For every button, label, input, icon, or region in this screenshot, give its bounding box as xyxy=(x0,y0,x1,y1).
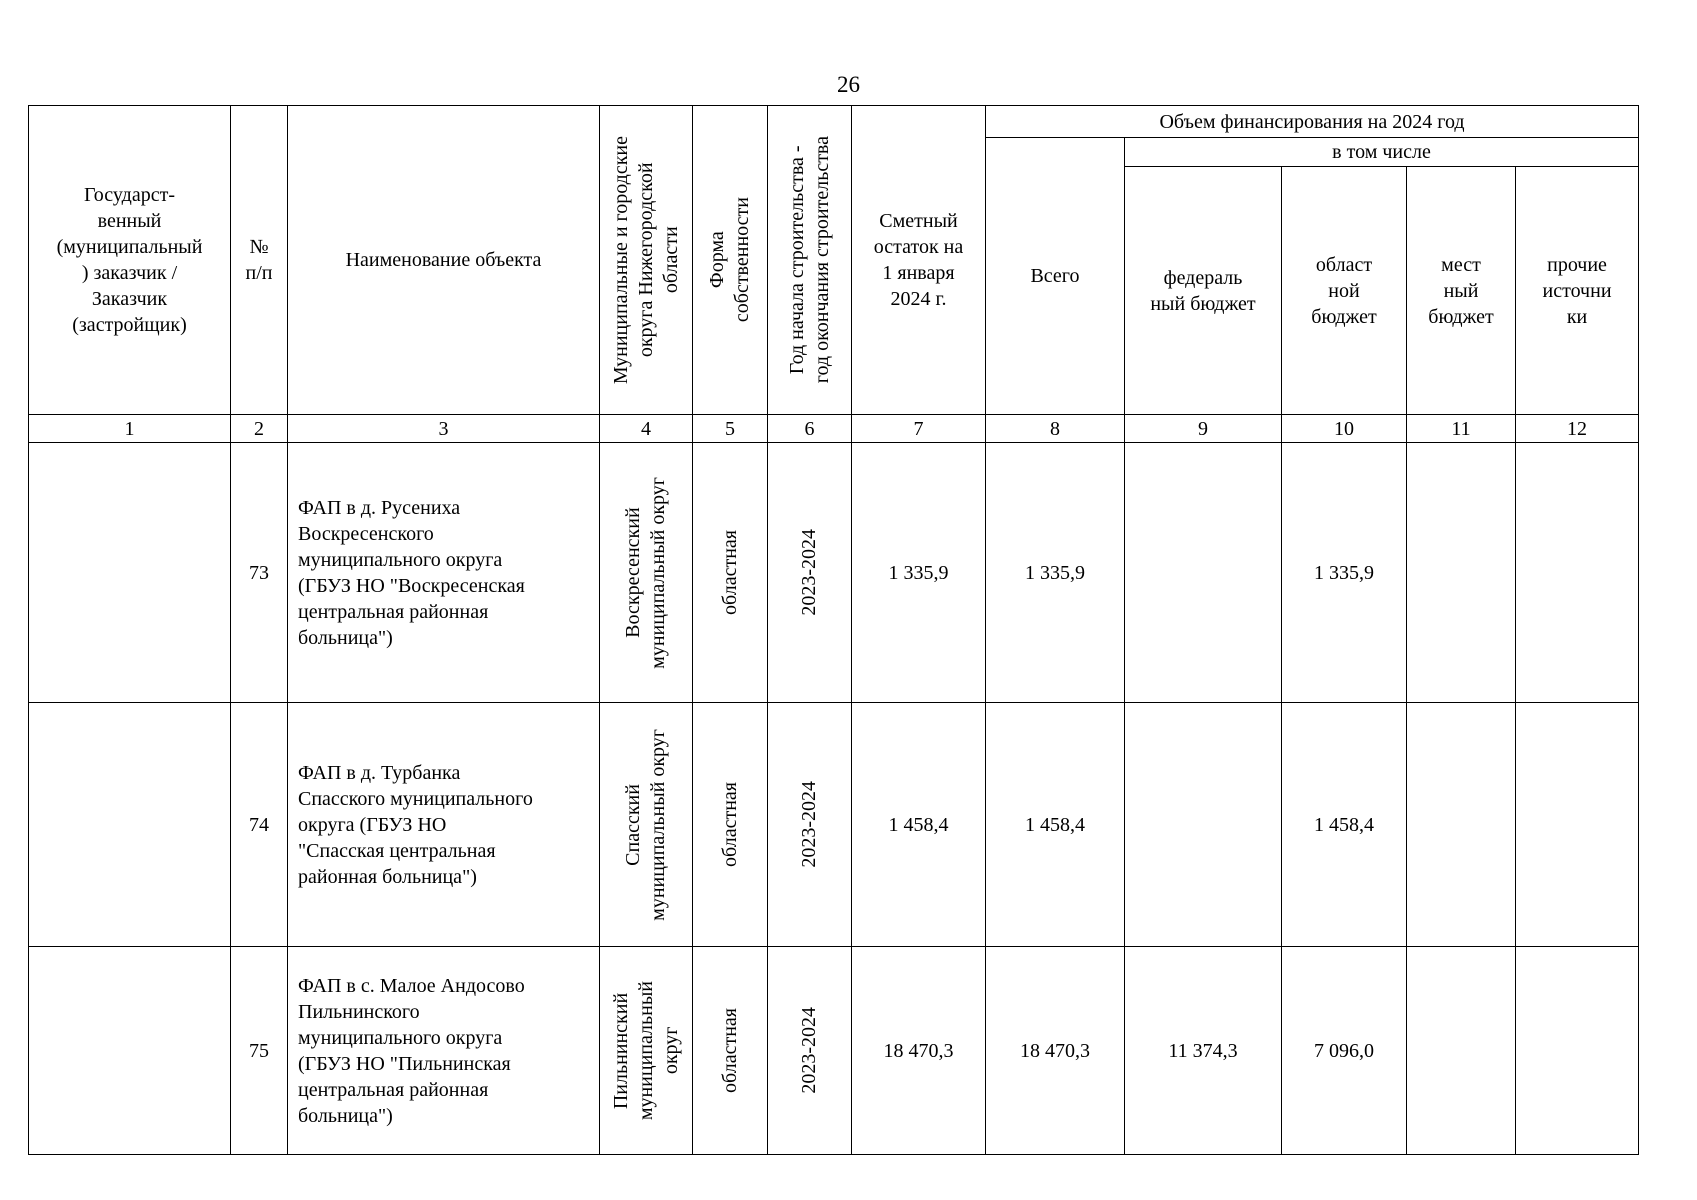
column-number: 4 xyxy=(600,415,693,443)
cell-municipality-cell xyxy=(600,443,693,703)
column-number: 10 xyxy=(1282,415,1407,443)
cell-ownership-cell xyxy=(693,703,768,947)
cell-years: 2023-2024 xyxy=(798,1007,820,1094)
cell-number: 74 xyxy=(231,703,288,947)
column-number: 11 xyxy=(1407,415,1516,443)
cell-estimate: 1 458,4 xyxy=(852,703,986,947)
cell-number: 75 xyxy=(231,947,288,1155)
header-total: Всего xyxy=(986,138,1125,415)
cell-customer xyxy=(29,443,231,703)
table-row xyxy=(29,947,1639,1155)
cell-object-name: ФАП в д. Турбанка Спасского муниципального округа (ГБУЗ НО "Спасская центральная районная больница") xyxy=(288,703,600,947)
column-number: 5 xyxy=(693,415,768,443)
header-ownership: Форма собственности xyxy=(706,197,753,323)
cell-ownership-cell xyxy=(693,443,768,703)
header-number: № п/п xyxy=(231,106,288,415)
cell-municipality: Пильнинский муниципальный округ xyxy=(609,980,682,1121)
cell-customer xyxy=(29,947,231,1155)
table-row xyxy=(29,443,1639,703)
cell-ownership: областная xyxy=(718,530,741,615)
header-including: в том числе xyxy=(1125,138,1639,167)
header-federal: федераль ный бюджет xyxy=(1125,167,1282,415)
column-number: 1 xyxy=(29,415,231,443)
cell-ownership: областная xyxy=(718,782,741,867)
cell-years: 2023-2024 xyxy=(798,781,820,868)
cell-municipality-cell xyxy=(600,703,693,947)
cell-estimate: 1 335,9 xyxy=(852,443,986,703)
column-number: 2 xyxy=(231,415,288,443)
cell-object-name: ФАП в с. Малое Андосово Пильнинского муниципального округа (ГБУЗ НО "Пильнинская центральная районная больница") xyxy=(288,947,600,1155)
cell-municipality-cell xyxy=(600,947,693,1155)
cell-municipality: Спасский муниципальный округ xyxy=(622,728,669,921)
cell-regional: 1 335,9 xyxy=(1282,443,1407,703)
column-number: 8 xyxy=(986,415,1125,443)
column-number: 9 xyxy=(1125,415,1282,443)
header-local: мест ный бюджет xyxy=(1407,167,1516,415)
header-funding-group: Объем финансирования на 2024 год xyxy=(986,106,1639,138)
cell-other xyxy=(1516,443,1639,703)
column-number: 7 xyxy=(852,415,986,443)
cell-regional: 1 458,4 xyxy=(1282,703,1407,947)
header-customer: Государст- венный (муниципальный ) заказчик / Заказчик (застройщик) xyxy=(29,106,231,415)
cell-years: 2023-2024 xyxy=(798,529,820,616)
header-municipality-cell xyxy=(600,106,693,415)
header-years-cell xyxy=(768,106,852,415)
cell-municipality: Воскресенский муниципальный округ xyxy=(622,476,669,669)
cell-federal xyxy=(1125,703,1282,947)
cell-other xyxy=(1516,947,1639,1155)
cell-number: 73 xyxy=(231,443,288,703)
header-object-name: Наименование объекта xyxy=(288,106,600,415)
cell-local xyxy=(1407,947,1516,1155)
header-row-1 xyxy=(29,106,1639,138)
header-ownership-cell xyxy=(693,106,768,415)
header-other: прочие источни ки xyxy=(1516,167,1639,415)
cell-ownership-cell xyxy=(693,947,768,1155)
cell-object-name: ФАП в д. Русениха Воскресенского муниципального округа (ГБУЗ НО "Воскресенская центральная районная больница") xyxy=(288,443,600,703)
cell-estimate: 18 470,3 xyxy=(852,947,986,1155)
cell-years-cell xyxy=(768,443,852,703)
cell-ownership: областная xyxy=(718,1008,741,1093)
column-number-row xyxy=(29,415,1639,443)
cell-federal: 11 374,3 xyxy=(1125,947,1282,1155)
column-number: 6 xyxy=(768,415,852,443)
header-years: Год начала строительства - год окончания строительства xyxy=(785,136,833,384)
column-number: 12 xyxy=(1516,415,1639,443)
cell-years-cell xyxy=(768,703,852,947)
header-estimate-balance: Сметный остаток на 1 января 2024 г. xyxy=(852,106,986,415)
table-row xyxy=(29,703,1639,947)
cell-regional: 7 096,0 xyxy=(1282,947,1407,1155)
cell-other xyxy=(1516,703,1639,947)
cell-years-cell xyxy=(768,947,852,1155)
page-number: 26 xyxy=(837,72,860,97)
header-regional: област ной бюджет xyxy=(1282,167,1407,415)
cell-customer xyxy=(29,703,231,947)
cell-total: 1 458,4 xyxy=(986,703,1125,947)
cell-total: 18 470,3 xyxy=(986,947,1125,1155)
cell-local xyxy=(1407,443,1516,703)
column-number: 3 xyxy=(288,415,600,443)
cell-local xyxy=(1407,703,1516,947)
cell-federal xyxy=(1125,443,1282,703)
financing-table xyxy=(28,105,1639,1155)
header-municipality: Муниципальные и городские округа Нижегородской области xyxy=(609,135,682,385)
cell-total: 1 335,9 xyxy=(986,443,1125,703)
